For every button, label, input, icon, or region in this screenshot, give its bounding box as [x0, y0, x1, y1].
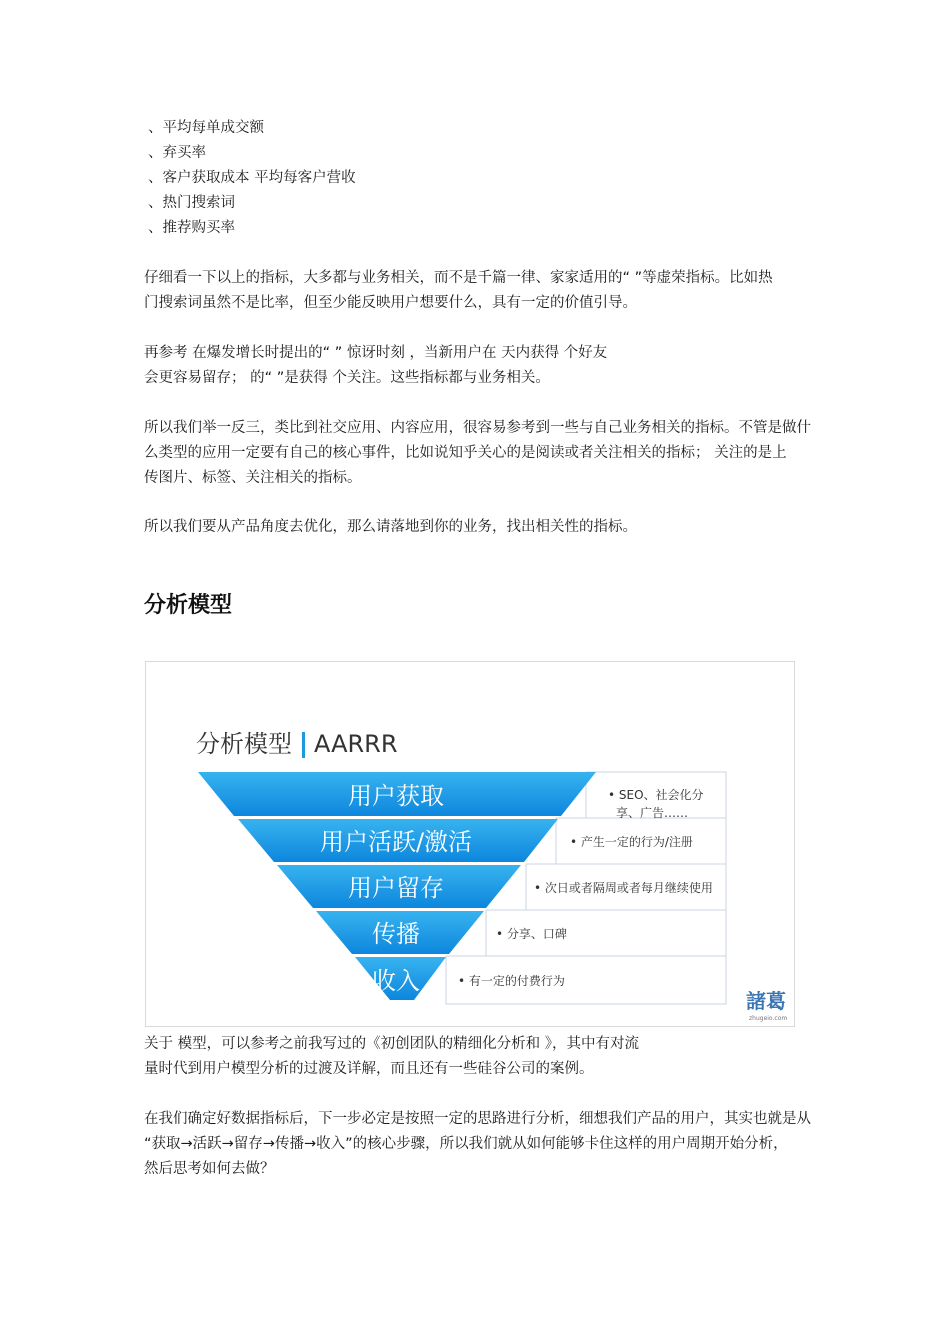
stage-description: • 产生一定的行为/注册: [570, 835, 693, 849]
stage-description: • SEO、社会化分: [608, 788, 704, 802]
title-divider: [302, 732, 305, 758]
zhuge-logo: 諸葛: [746, 989, 786, 1013]
stage-label: 收入: [372, 967, 420, 995]
aarrr-figure: [145, 661, 795, 1027]
paragraph-line: 会更容易留存； 的“ ”是获得 个关注。这些指标都与业务相关。: [144, 370, 550, 386]
paragraph-line: 量时代到用户模型分析的过渡及详解，而且还有一些硅谷公司的案例。: [144, 1061, 594, 1077]
zhuge-logo-url: zhugeio.com: [749, 1015, 788, 1022]
paragraph-line: 仔细看一下以上的指标，大多都与业务相关，而不是千篇一律、家家适用的“ ”等虚荣指标。比如热: [144, 270, 773, 286]
paragraph-line: “获取→活跃→留存→传播→收入”的核心步骤，所以我们就从如何能够卡住这样的用户周期开始分析，: [144, 1136, 788, 1152]
paragraph-line: 再参考 在爆发增长时提出的“ ” 惊讶时刻 ，当新用户在 天内获得 个好友: [144, 345, 608, 361]
stage-label: 传播: [372, 920, 420, 948]
section-heading: 分析模型: [144, 593, 233, 618]
stage-label: 用户活跃/激活: [319, 828, 473, 856]
stage-description: • 分享、口碑: [496, 927, 567, 941]
figure-title-cn: 分析模型: [196, 730, 292, 758]
stage-description: • 次日或者隔周或者每月继续使用: [534, 881, 713, 895]
stage-label: 用户留存: [348, 874, 444, 902]
paragraph-line: 所以我们举一反三，类比到社交应用、内容应用，很容易参考到一些与自己业务相关的指标。不管是做什: [144, 420, 811, 436]
stage-description: 享、广告……: [616, 806, 689, 820]
paragraph-line: 门搜索词虽然不是比率，但至少能反映用户想要什么，具有一定的价值引导。: [144, 295, 637, 311]
metric-item: 、平均每单成交额: [148, 120, 264, 136]
paragraph-line: 么类型的应用一定要有自己的核心事件，比如说知乎关心的是阅读或者关注相关的指标； 关注的是上: [144, 445, 787, 461]
paragraph-line: 然后思考如何去做？: [144, 1161, 275, 1177]
paragraph-line: 传图片、标签、关注相关的指标。: [144, 470, 362, 486]
metric-item: 、客户获取成本 平均每客户营收: [148, 170, 356, 186]
figure-title-en: AARRR: [314, 730, 398, 758]
paragraph-line: 所以我们要从产品角度去优化，那么请落地到你的业务，找出相关性的指标。: [144, 519, 637, 535]
aarrr-diagram: [146, 662, 795, 1027]
paragraph-line: 关于 模型，可以参考之前我写过的《初创团队的精细化分析和 》，其中有对流: [144, 1036, 639, 1052]
paragraph-line: 在我们确定好数据指标后，下一步必定是按照一定的思路进行分析，细想我们产品的用户，其实也就是从: [144, 1111, 811, 1127]
stage-description: • 有一定的付费行为: [458, 974, 565, 988]
metric-item: 、推荐购买率: [148, 220, 235, 236]
stage-label: 用户获取: [348, 782, 444, 810]
metric-item: 、弃买率: [148, 145, 206, 161]
metric-item: 、热门搜索词: [148, 195, 235, 211]
